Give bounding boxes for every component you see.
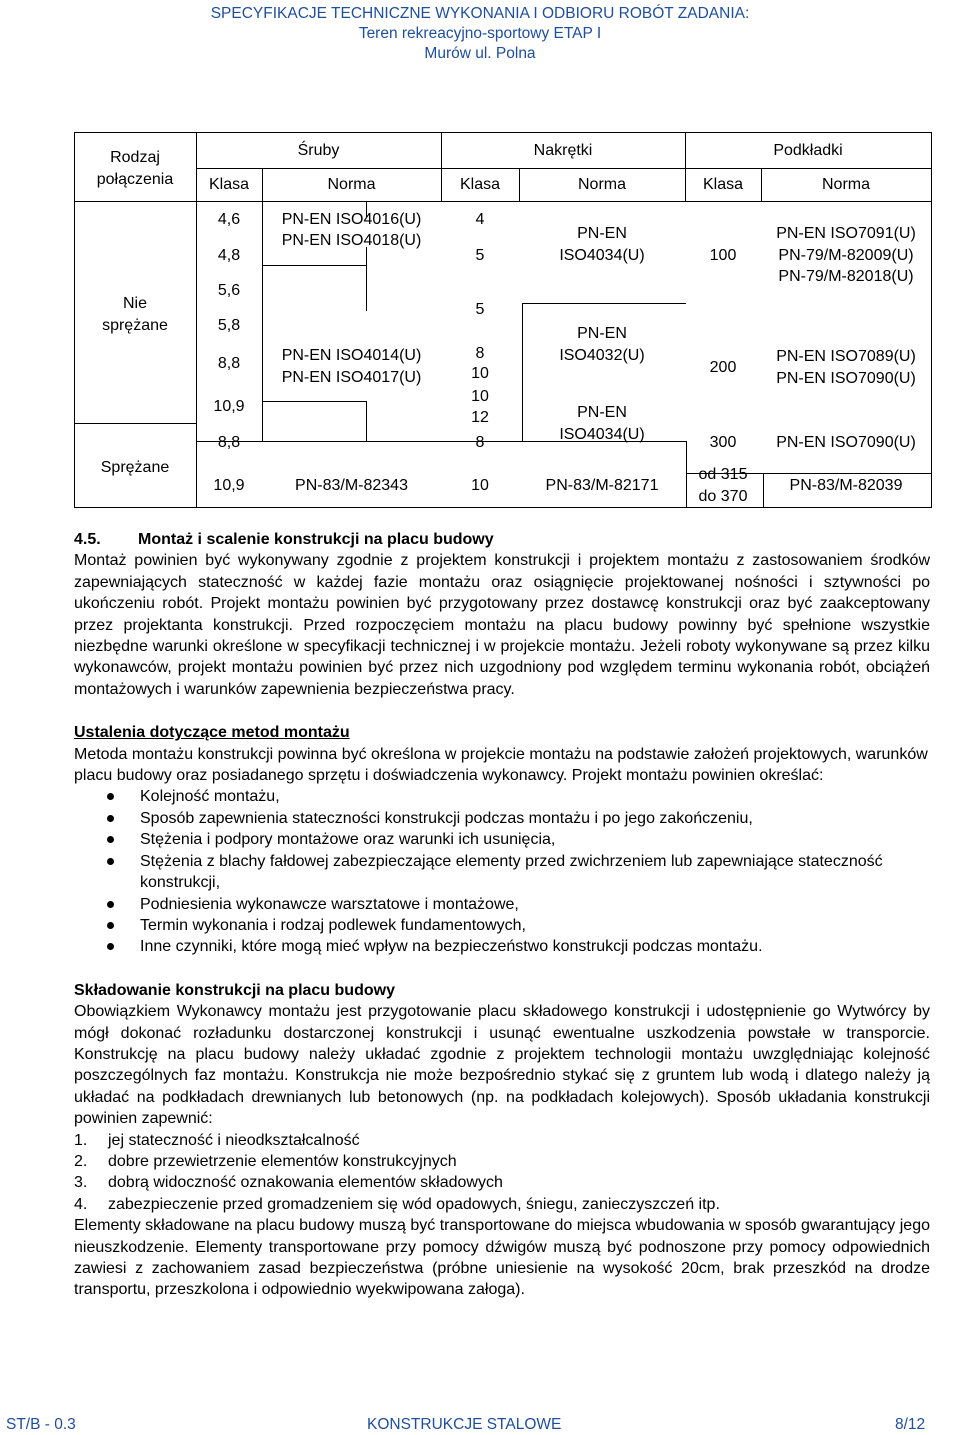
row-label-sprezane: sprężane <box>102 317 168 334</box>
header-rodzaj: Rodzaj <box>110 149 160 166</box>
nut-norm: ISO4034(U) <box>559 247 645 264</box>
header-norma-nakretki: Norma <box>577 176 626 193</box>
washer-class: 100 <box>709 247 737 264</box>
footer-code: ST/B - 0.3 <box>6 1416 76 1433</box>
methods-heading: Ustalenia dotyczące metod montażu <box>74 724 350 742</box>
nut-class: 10 <box>471 477 489 494</box>
list-item: Sposób zapewnienia stateczności konstrukcji podczas montażu i po jego zakończeniu, <box>74 808 930 829</box>
list-item: 3. dobrą widoczność oznakowania elementów składowych <box>74 1174 503 1192</box>
bullet-icon <box>107 943 114 950</box>
nut-class: 10 <box>471 388 489 405</box>
storage-heading: Składowanie konstrukcji na placu budowy <box>74 981 395 999</box>
nut-class: 10 <box>471 365 489 382</box>
nut-norm: ISO4034(U) <box>559 426 645 443</box>
header-polaczenia: połączenia <box>96 171 174 188</box>
screw-class: 10,9 <box>213 398 245 415</box>
section-number: 4.5. <box>74 531 101 548</box>
header-klasa-sruby: Klasa <box>208 176 250 193</box>
bullet-icon <box>107 815 114 822</box>
washer-norm: PN-83/M-82039 <box>789 477 903 494</box>
nut-norm: ISO4032(U) <box>559 347 645 364</box>
screw-class: 8,8 <box>217 434 241 451</box>
list-item: 1. jej stateczność i nieodkształcalność <box>74 1131 360 1149</box>
list-item: 2. dobre przewietrzenie elementów konstrukcyjnych <box>74 1152 457 1170</box>
section-heading-4-5 <box>74 529 930 550</box>
row-label-nie: Nie <box>122 295 147 312</box>
washer-norm: PN-EN ISO7090(U) <box>776 370 916 387</box>
washer-norm: PN-79/M-82009(U) <box>778 247 914 264</box>
header-line-2: Teren rekreacyjno-sportowy ETAP I <box>358 25 602 42</box>
section-paragraph: Montaż powinien być wykonywany zgodnie z projektem konstrukcji i projektem montażu z zastosowaniem środków zapewniających stateczność w każdej fazie montażu oraz osiągnięcie projektowanej nośności i sztywności po ukończeniu robót. Projekt montażu powinien być przygotowany przez dostawcę konstrukcji oraz być zaakceptowany przez projektanta konstrukcji. Przed rozpoczęciem montażu na placu budowy powinny być spełnione wszystkie niezbędne warunki określone w specyfikacji technicznej i w projekcie montażu. Jeżeli roboty wykonywane są przez kilku wykonawców, projekt montażu powinien być przez nich uzgodniony pod względem terminu wykonania robót, obciążeń montażowych i warunków zapewnienia bezpieczeństwa pracy. <box>74 552 930 698</box>
row-label-sprezane-2: Sprężane <box>100 459 170 476</box>
bullet-icon <box>107 858 114 865</box>
header-sruby: Śruby <box>297 142 340 159</box>
storage-paragraph-2: Elementy składowane na placu budowy muszą być transportowane do miejsca wbudowania w sposób gwarantujący jego nieuszkodzenie. Elementy transportowane przy pomocy dźwigów muszą być podnoszone przy pomocy odpowiednich zawiesi z zachowaniem zasad bezpieczeństwa (próbne uniesienie na wysokość 20cm, brak przeszkód na drodze transportu, przeszkolona i odpowiednio wyekwipowana załoga). <box>74 1217 930 1299</box>
nut-class: 8 <box>475 434 485 451</box>
washer-norm: PN-EN ISO7089(U) <box>776 348 916 365</box>
list-item: Stężenia z blachy fałdowej zabezpieczające elementy przed zwichrzeniem lub zapewniające stateczność konstrukcji, <box>74 851 930 894</box>
bullet-icon <box>107 901 114 908</box>
screw-class: 5,6 <box>217 282 241 299</box>
header-norma-sruby: Norma <box>327 176 376 193</box>
list-item: 4. zabezpieczenie przed gromadzeniem się wód opadowych, śniegu, zanieczyszczeń itp. <box>74 1195 720 1213</box>
bullet-icon <box>107 836 114 843</box>
methods-intro: Metoda montażu konstrukcji powinna być określona w projekcie montażu na podstawie założeń projektowych, warunków placu budowy oraz posiadanego sprzętu i doświadczenia wykonawcy. Projekt montażu powinien określać: <box>74 745 928 785</box>
screw-class: 4,6 <box>217 211 241 228</box>
document-footer <box>0 1416 960 1434</box>
storage-paragraph-1: Obowiązkiem Wykonawcy montażu jest przygotowanie placu składowego konstrukcji i udostępnienie go Wytwórcy by mógł dokonać rozładunku dostarczonej konstrukcji i usunąć ewentualne uszkodzenia powstałe w transporcie. Konstrukcję na placu budowy należy układać zgodnie z projektem technologii montażu uwzględniając kolejność poszczególnych faz montażu. Konstrukcja nie może bezpośrednio stykać się z gruntem lub wodą i dlatego należy ją układać na podkładach drewnianych lub betonowych (np. na podkładach kolejowych). Sposób układania konstrukcji powinien zapewnić: <box>74 1003 930 1128</box>
screw-class: 4,8 <box>217 247 241 264</box>
screw-norm: PN-EN ISO4014(U) <box>281 347 422 364</box>
washer-class: do 370 <box>698 488 748 505</box>
header-nakretki: Nakrętki <box>533 142 593 159</box>
nut-class: 8 <box>475 345 485 362</box>
washer-norm: PN-79/M-82018(U) <box>778 268 914 285</box>
document-header <box>0 4 960 64</box>
nut-norm: PN-EN <box>577 325 627 342</box>
washer-norm: PN-EN ISO7091(U) <box>776 225 916 242</box>
nut-class: 4 <box>475 211 485 228</box>
list-item: Podniesienia wykonawcze warsztatowe i montażowe, <box>74 894 930 915</box>
bullet-icon <box>107 793 114 800</box>
list-item: Inne czynniki, które mogą mieć wpływ na bezpieczeństwo konstrukcji podczas montażu. <box>74 936 930 957</box>
header-klasa-nakretki: Klasa <box>459 176 501 193</box>
nut-class: 12 <box>471 409 489 426</box>
header-line-3: Murów ul. Polna <box>424 45 536 62</box>
document-body <box>74 529 930 1301</box>
footer-title: KONSTRUKCJE STALOWE <box>367 1416 562 1433</box>
header-klasa-podkladki: Klasa <box>702 176 744 193</box>
storage-list <box>74 1130 930 1216</box>
screw-class: 10,9 <box>213 477 245 494</box>
screw-norm: PN-EN ISO4018(U) <box>281 232 422 249</box>
screw-norm: PN-EN ISO4017(U) <box>281 369 422 386</box>
section-title: Montaż i scalenie konstrukcji na placu budowy <box>138 531 494 548</box>
list-item: Kolejność montażu, <box>74 786 930 807</box>
screw-class: 5,8 <box>217 317 241 334</box>
nut-norm: PN-83/M-82171 <box>545 477 659 494</box>
header-line-1: SPECYFIKACJE TECHNICZNE WYKONANIA I ODBIORU ROBÓT ZADANIA: <box>210 5 750 22</box>
washer-norm: PN-EN ISO7090(U) <box>776 434 916 451</box>
nut-class: 5 <box>475 247 485 264</box>
list-item: Stężenia i podpory montażowe oraz warunki ich usunięcia, <box>74 829 930 850</box>
nut-class: 5 <box>475 301 485 318</box>
list-item: Termin wykonania i rodzaj podlewek fundamentowych, <box>74 915 930 936</box>
screw-class: 8,8 <box>217 355 241 372</box>
nut-norm: PN-EN <box>577 225 627 242</box>
washer-class: 200 <box>709 359 737 376</box>
methods-list <box>74 786 930 957</box>
nut-norm: PN-EN <box>577 404 627 421</box>
screw-norm: PN-83/M-82343 <box>295 477 408 494</box>
header-norma-podkladki: Norma <box>821 176 870 193</box>
header-podkladki: Podkładki <box>773 142 843 159</box>
washer-class: od 315 <box>698 466 748 483</box>
washer-class: 300 <box>709 434 737 451</box>
fastener-table <box>74 132 932 508</box>
screw-norm: PN-EN ISO4016(U) <box>281 211 422 228</box>
footer-page-number: 8/12 <box>895 1416 926 1433</box>
bullet-icon <box>107 922 114 929</box>
